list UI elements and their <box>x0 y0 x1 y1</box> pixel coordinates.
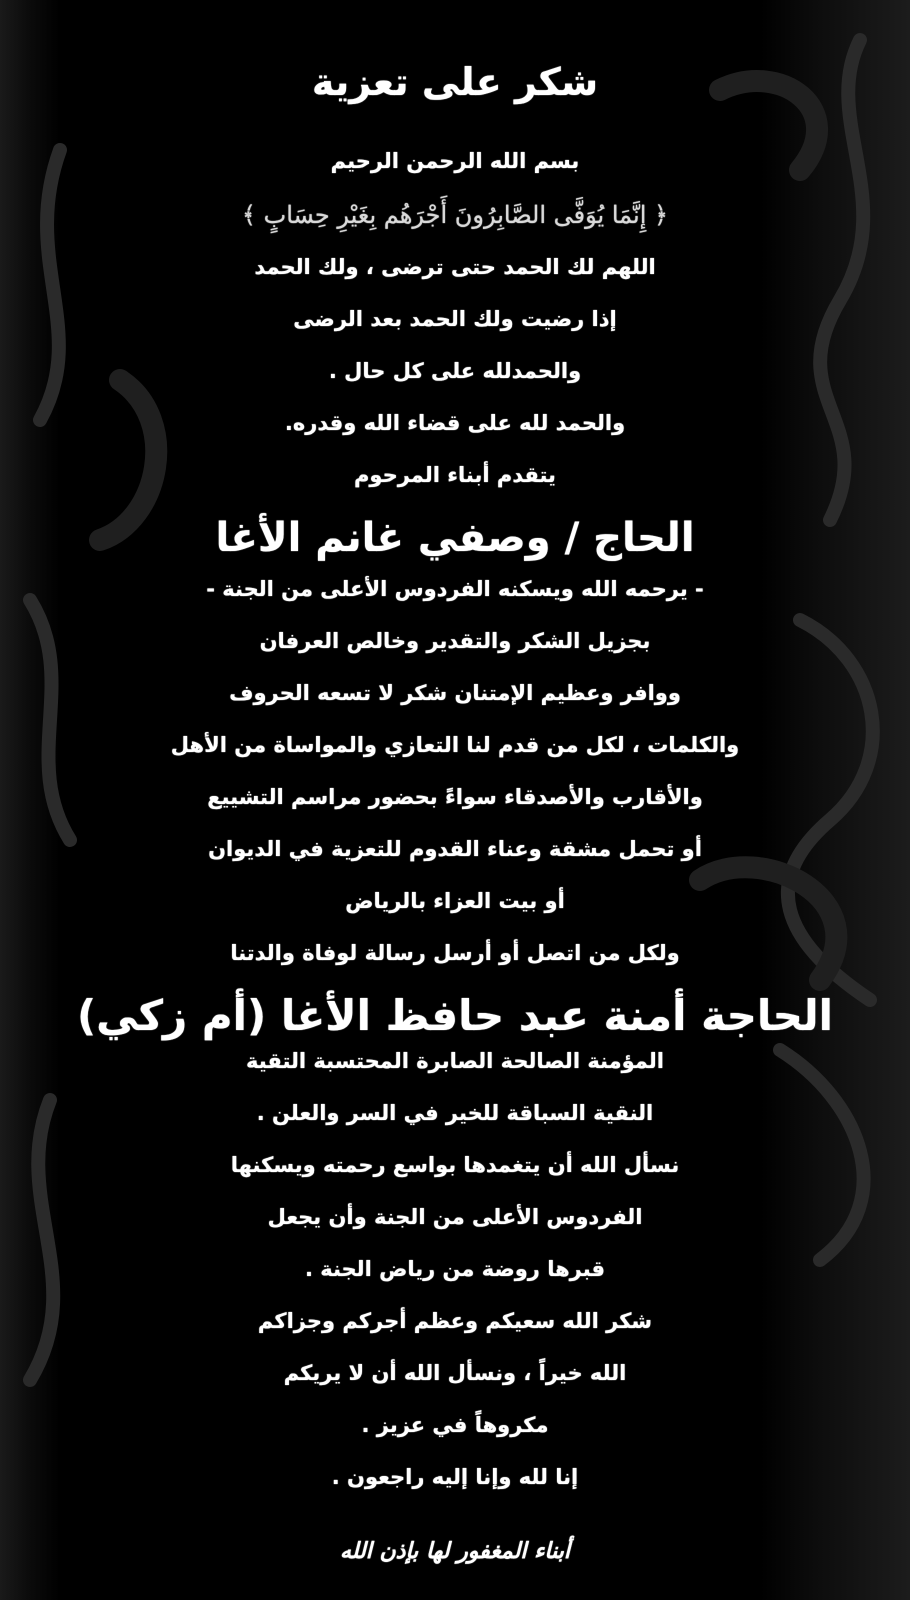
deceased-name: الحاج / وصفي غانم الأغا <box>215 515 695 561</box>
message-body <box>60 0 850 1600</box>
closing-verse: إنا لله وإنا إليه راجعون . <box>331 1465 579 1489</box>
page-title: شكر على تعزية <box>311 60 599 104</box>
thanks-line: ووافر وعظيم الإمتنان شكر لا تسعه الحروف <box>229 681 681 705</box>
thanks-line: أو تحمل مشقة وعناء القدوم للتعزية في الديوان <box>208 837 702 861</box>
thanks-line: والكلمات ، لكل من قدم لنا التعازي والمواساة من الأهل <box>170 733 740 757</box>
prayer-line: الله خيراً ، ونسأل الله أن لا يريكم <box>283 1361 627 1385</box>
quran-verse: ﴿ إِنَّمَا يُوَفَّى الصَّابِرُونَ أَجْرَهُم بِغَيْرِ حِسَابٍ ﴾ <box>241 201 669 229</box>
intro-line: يتقدم أبناء المرحوم <box>354 463 556 487</box>
signature: أبناء المغفور لها بإذن الله <box>339 1538 571 1564</box>
praise-line: إذا رضيت ولك الحمد بعد الرضى <box>293 307 617 331</box>
prayer-line: مكروهاً في عزيز . <box>361 1413 549 1437</box>
prayer-line: المؤمنة الصالحة الصابرة المحتسبة التقية <box>246 1049 664 1073</box>
praise-line: والحمدلله على كل حال . <box>328 359 582 383</box>
praise-line: والحمد لله على قضاء الله وقدره. <box>284 411 626 435</box>
prayer-line: قبرها روضة من رياض الجنة . <box>304 1257 606 1281</box>
praise-line: اللهم لك الحمد حتى ترضى ، ولك الحمد <box>254 255 656 279</box>
prayer-line: نسأل الله أن يتغمدها بواسع رحمته ويسكنها <box>230 1153 680 1177</box>
basmala: بسم الله الرحمن الرحيم <box>330 149 580 173</box>
thanks-line: ولكل من اتصل أو أرسل رسالة لوفاة والدتنا <box>230 941 680 965</box>
thanks-line: والأقارب والأصدقاء سواءً بحضور مراسم التشييع <box>207 785 703 809</box>
prayer-line: شكر الله سعيكم وعظم أجركم وجزاكم <box>257 1309 653 1333</box>
prayer-line: النقية السباقة للخير في السر والعلن . <box>256 1101 654 1125</box>
mother-name: الحاجة أمنة عبد حافظ الأغا (أم زكي) <box>76 991 834 1040</box>
deceased-prayer: - يرحمه الله ويسكنه الفردوس الأعلى من الجنة - <box>206 577 704 601</box>
thanks-line: بجزيل الشكر والتقدير وخالص العرفان <box>259 629 651 653</box>
thanks-line: أو بيت العزاء بالرياض <box>345 889 565 913</box>
prayer-line: الفردوس الأعلى من الجنة وأن يجعل <box>267 1205 643 1229</box>
